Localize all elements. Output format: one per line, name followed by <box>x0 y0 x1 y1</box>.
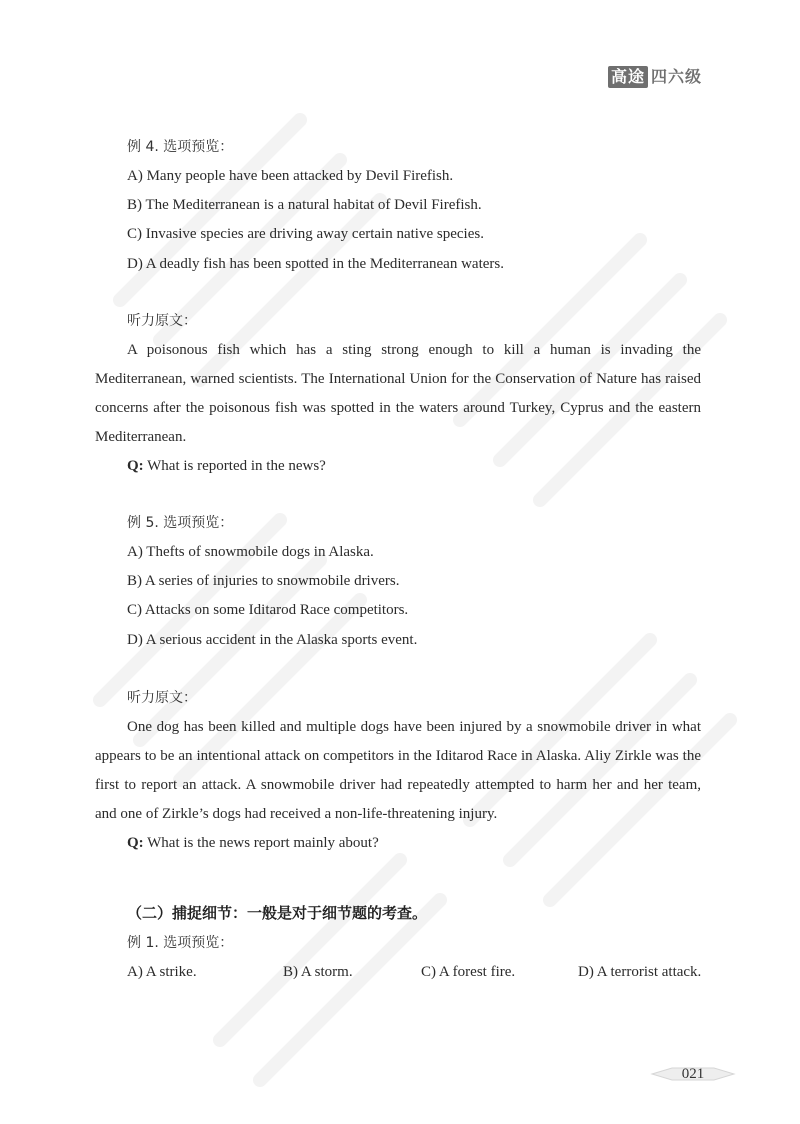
example5-heading: 例 5. 选项预览： <box>127 515 234 531</box>
question-label: Q: <box>127 835 144 851</box>
example5-option-d: D) A serious accident in the Alaska sports event. <box>127 632 418 648</box>
logo-text: 四六级 <box>650 67 702 86</box>
section2-option-d: D) A terrorist attack. <box>578 964 702 980</box>
example4-option-c: C) Invasive species are driving away certain native species. <box>127 226 484 242</box>
example4-option-b: B) The Mediterranean is a natural habitat of Devil Firefish. <box>127 197 482 213</box>
section2-option-a: A) A strike. <box>127 964 197 980</box>
example5-option-a: A) Thefts of snowmobile dogs in Alaska. <box>127 544 374 560</box>
question-label: Q: <box>127 458 144 474</box>
question-text: What is reported in the news? <box>143 458 326 474</box>
example4-question <box>95 452 701 481</box>
example4-option-a: A) Many people have been attacked by Devil Firefish. <box>127 168 454 184</box>
section2-options-row <box>127 962 701 982</box>
example5-transcript <box>95 713 701 858</box>
example4-heading: 例 4. 选项预览： <box>127 139 234 155</box>
example5-question <box>95 829 701 858</box>
example4-transcript-heading: 听力原文： <box>127 313 197 329</box>
example5-option-c: C) Attacks on some Iditarod Race competitors. <box>127 602 409 618</box>
question-text: What is the news report mainly about? <box>143 835 379 851</box>
example4-option-d: D) A deadly fish has been spotted in the Mediterranean waters. <box>127 256 504 272</box>
section2-option-c: C) A forest fire. <box>421 964 516 980</box>
example4-transcript <box>95 336 701 481</box>
section-heading: （二）捕捉细节：一般是对于细节题的考查。 <box>127 904 428 922</box>
brand-logo <box>608 66 702 88</box>
logo-box: 高途 <box>608 66 648 88</box>
page-number: 021 <box>681 1066 705 1082</box>
example5-transcript-heading: 听力原文： <box>127 690 197 706</box>
example4-transcript-text: A poisonous fish which has a sting strong enough to kill a human is invading the Mediterranean, warned scientists. The International Union for the Conservation of Nature has raised concerns after the poisonous fish was spotted in the waters around Turkey, Cyprus and the eastern Mediterranean. <box>95 342 701 445</box>
section2-example1-heading: 例 1. 选项预览： <box>127 935 234 951</box>
example5-transcript-text: One dog has been killed and multiple dogs have been injured by a snowmobile driver in what appears to be an intentional attack on competitors in the Iditarod Race in Alaska. Aliy Zirkle was the first to report an attack. A snowmobile driver had repeatedly attempted to harm her and her team, and one of Zirkle’s dogs had received a non-life-threatening injury. <box>95 719 701 822</box>
section2-option-b: B) A storm. <box>283 964 353 980</box>
example5-option-b: B) A series of injuries to snowmobile drivers. <box>127 573 400 589</box>
